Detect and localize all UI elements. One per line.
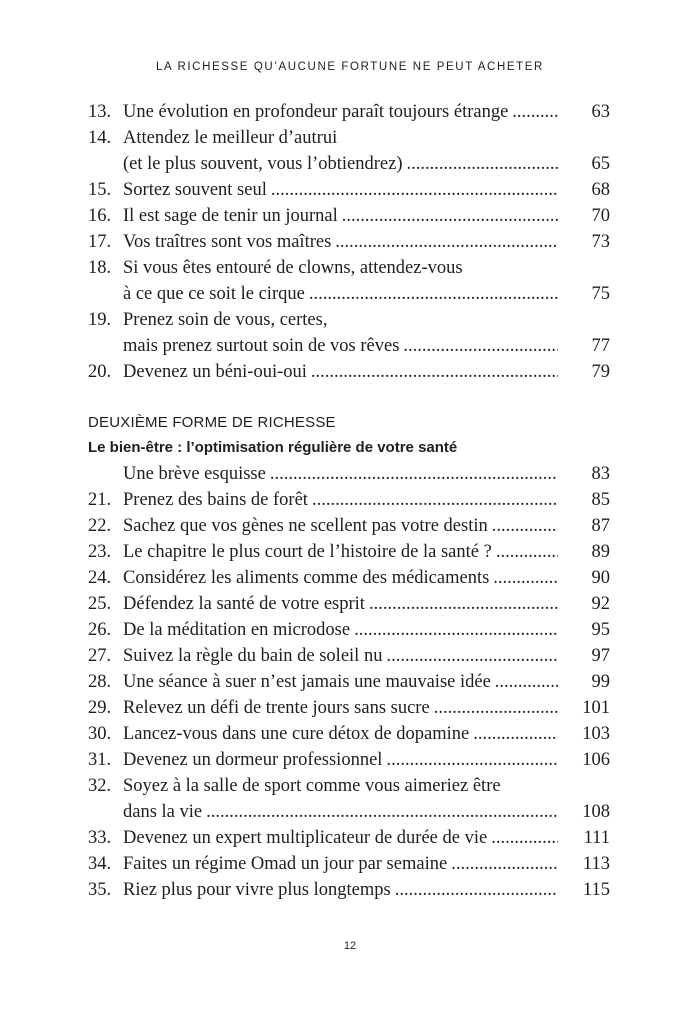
toc-entry-line xyxy=(88,229,610,255)
dot-leader xyxy=(469,724,558,744)
page-number: 12 xyxy=(343,940,357,952)
chapter-title-text: Il est sage de tenir un journal xyxy=(123,206,338,226)
toc-entry xyxy=(88,591,610,617)
page-ref: 77 xyxy=(591,336,610,356)
page-ref: 87 xyxy=(591,516,610,536)
page-ref: 97 xyxy=(591,646,610,666)
chapter-number: 20. xyxy=(88,362,112,382)
chapter-title-text: Devenez un expert multiplicateur de durée de vie xyxy=(123,828,488,848)
chapter-number: 24. xyxy=(88,568,112,588)
toc-entry xyxy=(88,359,610,385)
toc-entry-line xyxy=(88,747,610,773)
chapter-title-text: Le chapitre le plus court de l’histoire de la santé ? xyxy=(123,542,492,562)
dot-leader xyxy=(202,802,558,822)
chapter-title-text: Une évolution en profondeur paraît toujours étrange xyxy=(123,102,509,122)
chapter-title xyxy=(123,851,558,877)
page-ref: 85 xyxy=(591,490,610,510)
toc-entry-line xyxy=(88,565,610,591)
toc-entry xyxy=(88,877,610,903)
chapter-title xyxy=(123,333,558,359)
chapter-title-text: Faites un régime Omad un jour par semaine xyxy=(123,854,448,874)
toc-entry-line xyxy=(88,151,610,177)
toc-entry-line xyxy=(88,177,610,203)
chapter-title xyxy=(123,177,558,203)
chapter-number: 21. xyxy=(88,490,112,510)
toc-entry-line xyxy=(88,513,610,539)
page-ref: 106 xyxy=(582,750,610,770)
chapter-number: 33. xyxy=(88,828,112,848)
chapter-number: 35. xyxy=(88,880,112,900)
chapter-number: 23. xyxy=(88,542,112,562)
chapter-title xyxy=(123,513,558,539)
dot-leader xyxy=(305,284,558,304)
dot-leader xyxy=(382,646,558,666)
chapter-title-text: Soyez à la salle de sport comme vous aimeriez être xyxy=(123,776,501,796)
chapter-title-text: Si vous êtes entouré de clowns, attendez-vous xyxy=(123,258,463,278)
chapter-title xyxy=(123,617,558,643)
chapter-title-text: à ce que ce soit le cirque xyxy=(123,284,305,304)
toc-entry-line xyxy=(88,307,610,333)
page-ref: 108 xyxy=(582,802,610,822)
dot-leader xyxy=(391,880,558,900)
chapter-title xyxy=(123,799,558,825)
toc-entry-line xyxy=(88,591,610,617)
dot-leader xyxy=(489,568,558,588)
chapter-title xyxy=(123,669,558,695)
chapter-number: 15. xyxy=(88,180,112,200)
chapter-title xyxy=(123,825,558,851)
toc-entry xyxy=(88,721,610,747)
toc-entry xyxy=(88,229,610,255)
chapter-title-text: Considérez les aliments comme des médicaments xyxy=(123,568,490,588)
chapter-title-text: Une séance à suer n’est jamais une mauvaise idée xyxy=(123,672,491,692)
toc-entry-line xyxy=(88,695,610,721)
dot-leader xyxy=(492,542,558,562)
page-ref: 63 xyxy=(591,102,610,122)
toc-entry-line xyxy=(88,851,610,877)
chapter-title xyxy=(123,151,558,177)
chapter-title-text: Lancez-vous dans une cure détox de dopamine xyxy=(123,724,470,744)
chapter-title-text: Suivez la règle du bain de soleil nu xyxy=(123,646,383,666)
chapter-title-text: dans la vie xyxy=(123,802,203,822)
chapter-title-text: Devenez un dormeur professionnel xyxy=(123,750,383,770)
dot-leader xyxy=(487,828,558,848)
chapter-title-text: De la méditation en microdose xyxy=(123,620,351,640)
chapter-title xyxy=(123,721,558,747)
toc-entry-line xyxy=(88,125,610,151)
chapter-title-text: Défendez la santé de votre esprit xyxy=(123,594,365,614)
toc-entry xyxy=(88,643,610,669)
page-ref: 95 xyxy=(591,620,610,640)
toc-entry-line xyxy=(88,203,610,229)
chapter-number: 31. xyxy=(88,750,112,770)
toc-entry-line xyxy=(88,617,610,643)
chapter-title xyxy=(123,203,558,229)
chapter-number: 17. xyxy=(88,232,112,252)
chapter-title xyxy=(123,229,558,255)
dot-leader xyxy=(403,154,559,174)
chapter-title xyxy=(123,359,558,385)
toc-entry xyxy=(88,851,610,877)
chapter-title xyxy=(123,565,558,591)
page-ref: 89 xyxy=(591,542,610,562)
toc-entry xyxy=(88,773,610,825)
dot-leader xyxy=(399,336,558,356)
page-ref: 103 xyxy=(582,724,610,744)
toc-entry xyxy=(88,125,610,177)
chapter-title xyxy=(123,99,558,125)
toc-part-2 xyxy=(88,461,610,903)
chapter-number: 18. xyxy=(88,258,112,278)
section-subtitle: Le bien-être : l’optimisation régulière de votre santé xyxy=(88,439,458,456)
toc-part-1 xyxy=(88,99,610,385)
dot-leader xyxy=(331,232,558,252)
toc-entry-line xyxy=(88,255,610,281)
page-ref: 65 xyxy=(591,154,610,174)
section-title: DEUXIÈME FORME DE RICHESSE xyxy=(88,414,336,431)
page-ref: 101 xyxy=(582,698,610,718)
toc-entry-line xyxy=(88,643,610,669)
toc-entry xyxy=(88,747,610,773)
toc-entry xyxy=(88,487,610,513)
chapter-title xyxy=(123,255,558,281)
chapter-title xyxy=(123,281,558,307)
page-ref: 68 xyxy=(591,180,610,200)
toc-entry xyxy=(88,669,610,695)
dot-leader xyxy=(430,698,558,718)
page-ref: 79 xyxy=(591,362,610,382)
toc-entry-line xyxy=(88,359,610,385)
dot-leader xyxy=(338,206,558,226)
toc-entry-line xyxy=(88,487,610,513)
toc-entry xyxy=(88,617,610,643)
chapter-title-text: Prenez soin de vous, certes, xyxy=(123,310,328,330)
chapter-number: 22. xyxy=(88,516,112,536)
page-ref: 92 xyxy=(591,594,610,614)
toc-entry-line xyxy=(88,669,610,695)
page-ref: 115 xyxy=(582,880,610,900)
chapter-title xyxy=(123,591,558,617)
chapter-title xyxy=(123,643,558,669)
toc-entry xyxy=(88,307,610,359)
chapter-number: 29. xyxy=(88,698,112,718)
dot-leader xyxy=(266,464,558,484)
chapter-number: 32. xyxy=(88,776,112,796)
toc-entry-line xyxy=(88,825,610,851)
chapter-number: 13. xyxy=(88,102,112,122)
chapter-title-text: mais prenez surtout soin de vos rêves xyxy=(123,336,400,356)
page-ref: 111 xyxy=(583,828,610,848)
chapter-title-text: (et le plus souvent, vous l’obtiendrez) xyxy=(123,154,403,174)
chapter-number: 14. xyxy=(88,128,112,148)
toc-entry xyxy=(88,177,610,203)
chapter-number: 30. xyxy=(88,724,112,744)
toc-entry-line xyxy=(88,721,610,747)
chapter-title xyxy=(123,877,558,903)
toc-entry xyxy=(88,825,610,851)
dot-leader xyxy=(307,362,558,382)
toc-entry-line xyxy=(88,461,610,487)
running-header: LA RICHESSE QU’AUCUNE FORTUNE NE PEUT ACHETER xyxy=(156,61,544,73)
chapter-title-text: Vos traîtres sont vos maîtres xyxy=(123,232,332,252)
section-gap xyxy=(88,385,610,411)
dot-leader xyxy=(447,854,558,874)
toc-entry-line xyxy=(88,333,610,359)
chapter-title xyxy=(123,461,558,487)
toc-entry-line xyxy=(88,281,610,307)
toc-entry xyxy=(88,695,610,721)
table-of-contents xyxy=(88,99,610,903)
chapter-title-text: Une brève esquisse xyxy=(123,464,266,484)
chapter-number: 34. xyxy=(88,854,112,874)
toc-entry xyxy=(88,461,610,487)
toc-entry-line xyxy=(88,877,610,903)
page-ref: 73 xyxy=(591,232,610,252)
chapter-number: 19. xyxy=(88,310,112,330)
dot-leader xyxy=(365,594,558,614)
page-ref: 70 xyxy=(591,206,610,226)
chapter-title xyxy=(123,539,558,565)
chapter-title xyxy=(123,487,558,513)
dot-leader xyxy=(382,750,558,770)
dot-leader xyxy=(308,490,558,510)
chapter-number: 27. xyxy=(88,646,112,666)
chapter-title-text: Relevez un défi de trente jours sans sucre xyxy=(123,698,430,718)
toc-entry-line xyxy=(88,99,610,125)
toc-entry-line xyxy=(88,773,610,799)
toc-entry xyxy=(88,203,610,229)
page-ref: 113 xyxy=(582,854,610,874)
dot-leader xyxy=(267,180,558,200)
page-ref: 75 xyxy=(591,284,610,304)
chapter-number: 25. xyxy=(88,594,112,614)
dot-leader xyxy=(488,516,558,536)
chapter-title-text: Devenez un béni-oui-oui xyxy=(123,362,307,382)
chapter-title-text: Prenez des bains de forêt xyxy=(123,490,308,510)
chapter-number: 16. xyxy=(88,206,112,226)
page-ref: 83 xyxy=(591,464,610,484)
toc-entry xyxy=(88,565,610,591)
chapter-title-text: Sachez que vos gènes ne scellent pas votre destin xyxy=(123,516,488,536)
toc-entry xyxy=(88,255,610,307)
chapter-number: 28. xyxy=(88,672,112,692)
dot-leader xyxy=(508,102,558,122)
page-ref: 99 xyxy=(591,672,610,692)
toc-entry xyxy=(88,539,610,565)
toc-entry xyxy=(88,513,610,539)
chapter-title xyxy=(123,747,558,773)
toc-entry-line xyxy=(88,539,610,565)
toc-entry xyxy=(88,99,610,125)
toc-entry-line xyxy=(88,799,610,825)
chapter-title xyxy=(123,125,558,151)
chapter-title xyxy=(123,695,558,721)
chapter-title xyxy=(123,307,558,333)
chapter-title-text: Riez plus pour vivre plus longtemps xyxy=(123,880,391,900)
page-ref: 90 xyxy=(591,568,610,588)
chapter-number: 26. xyxy=(88,620,112,640)
chapter-title xyxy=(123,773,558,799)
chapter-title-text: Attendez le meilleur d’autrui xyxy=(123,128,338,148)
dot-leader xyxy=(491,672,558,692)
dot-leader xyxy=(350,620,558,640)
chapter-title-text: Sortez souvent seul xyxy=(123,180,267,200)
